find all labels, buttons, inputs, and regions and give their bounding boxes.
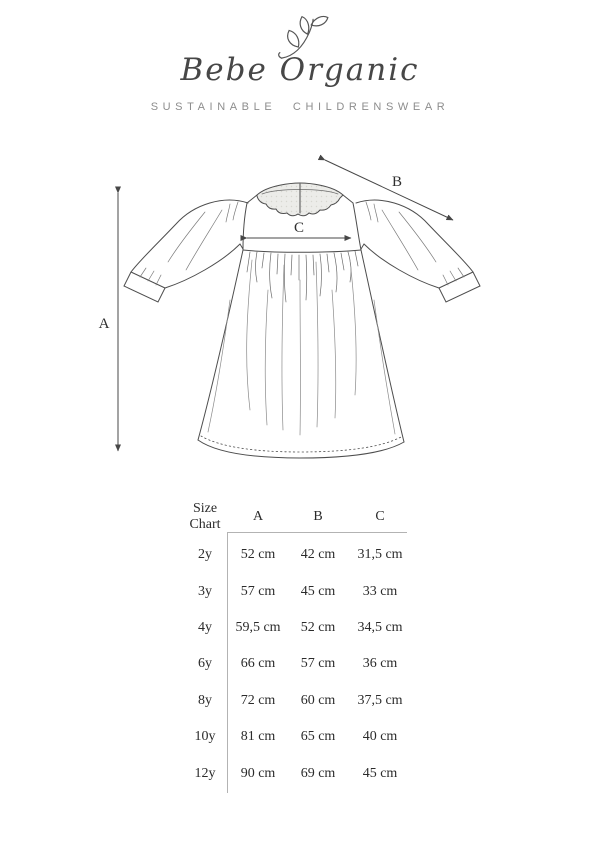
size-cell: 12y [194,765,216,781]
measurement-a-cell: 90 cm [240,765,276,781]
measurement-a-cell: 81 cm [240,729,276,745]
column-header-b: B [313,508,323,524]
measurement-c-cell: 40 cm [362,729,398,745]
table-title-line1: Size [192,500,218,516]
measurement-b-cell: 57 cm [300,656,336,672]
size-cell: 4y [198,619,212,635]
size-chart-table [175,496,405,792]
measurement-c-cell: 37,5 cm [357,692,403,708]
measurement-b-cell: 42 cm [300,547,336,563]
measurement-c-cell: 33 cm [362,583,398,599]
brand-tagline: SUSTAINABLE CHILDRENSWEAR [150,101,450,113]
hem-stitching [201,436,401,452]
measurement-a-cell: 66 cm [240,656,276,672]
measurement-a-cell: 57 cm [240,583,276,599]
measurement-b-cell: 69 cm [300,765,336,781]
table-row [175,646,405,682]
measurement-c-cell: 34,5 cm [357,619,403,635]
measurement-c-cell: 36 cm [362,656,398,672]
measurement-a-cell: 52 cm [240,547,276,563]
measurement-c-cell: 31,5 cm [357,547,403,563]
measurement-b-cell: 60 cm [300,692,336,708]
measurement-b-cell: 65 cm [300,729,336,745]
size-cell: 2y [198,547,212,563]
measurement-b-cell: 45 cm [300,583,336,599]
table-border-horizontal [227,532,407,533]
sleeve-right [356,200,480,302]
table-title [175,501,235,533]
column-header-a: A [252,508,264,524]
size-cell: 3y [198,583,212,599]
measurement-b-cell: 52 cm [300,619,336,635]
column-header-c: C [375,508,385,524]
table-row [175,573,405,609]
sleeve-left [124,200,248,302]
table-row [175,719,405,755]
measurement-a-cell: 59,5 cm [235,619,281,635]
collar [257,183,343,216]
size-cell: 8y [198,692,212,708]
measurement-a-cell: 72 cm [240,692,276,708]
measurement-label-c: C [293,220,305,236]
dress-diagram [0,140,600,475]
table-row [175,610,405,646]
table-title-line2: Chart [189,516,221,532]
measurement-label-a: A [98,316,110,332]
table-header-row [175,496,405,537]
table-body [175,537,405,792]
table-border-vertical [227,532,228,793]
table-row [175,537,405,573]
size-cell: 10y [194,729,216,745]
brand-name: Bebe Organic [180,52,420,88]
measurement-arrow-b [325,160,453,220]
table-row [175,755,405,791]
measurement-c-cell: 45 cm [362,765,398,781]
measurement-label-b: B [391,174,403,190]
size-cell: 6y [198,656,212,672]
skirt [198,250,404,458]
table-row [175,683,405,719]
